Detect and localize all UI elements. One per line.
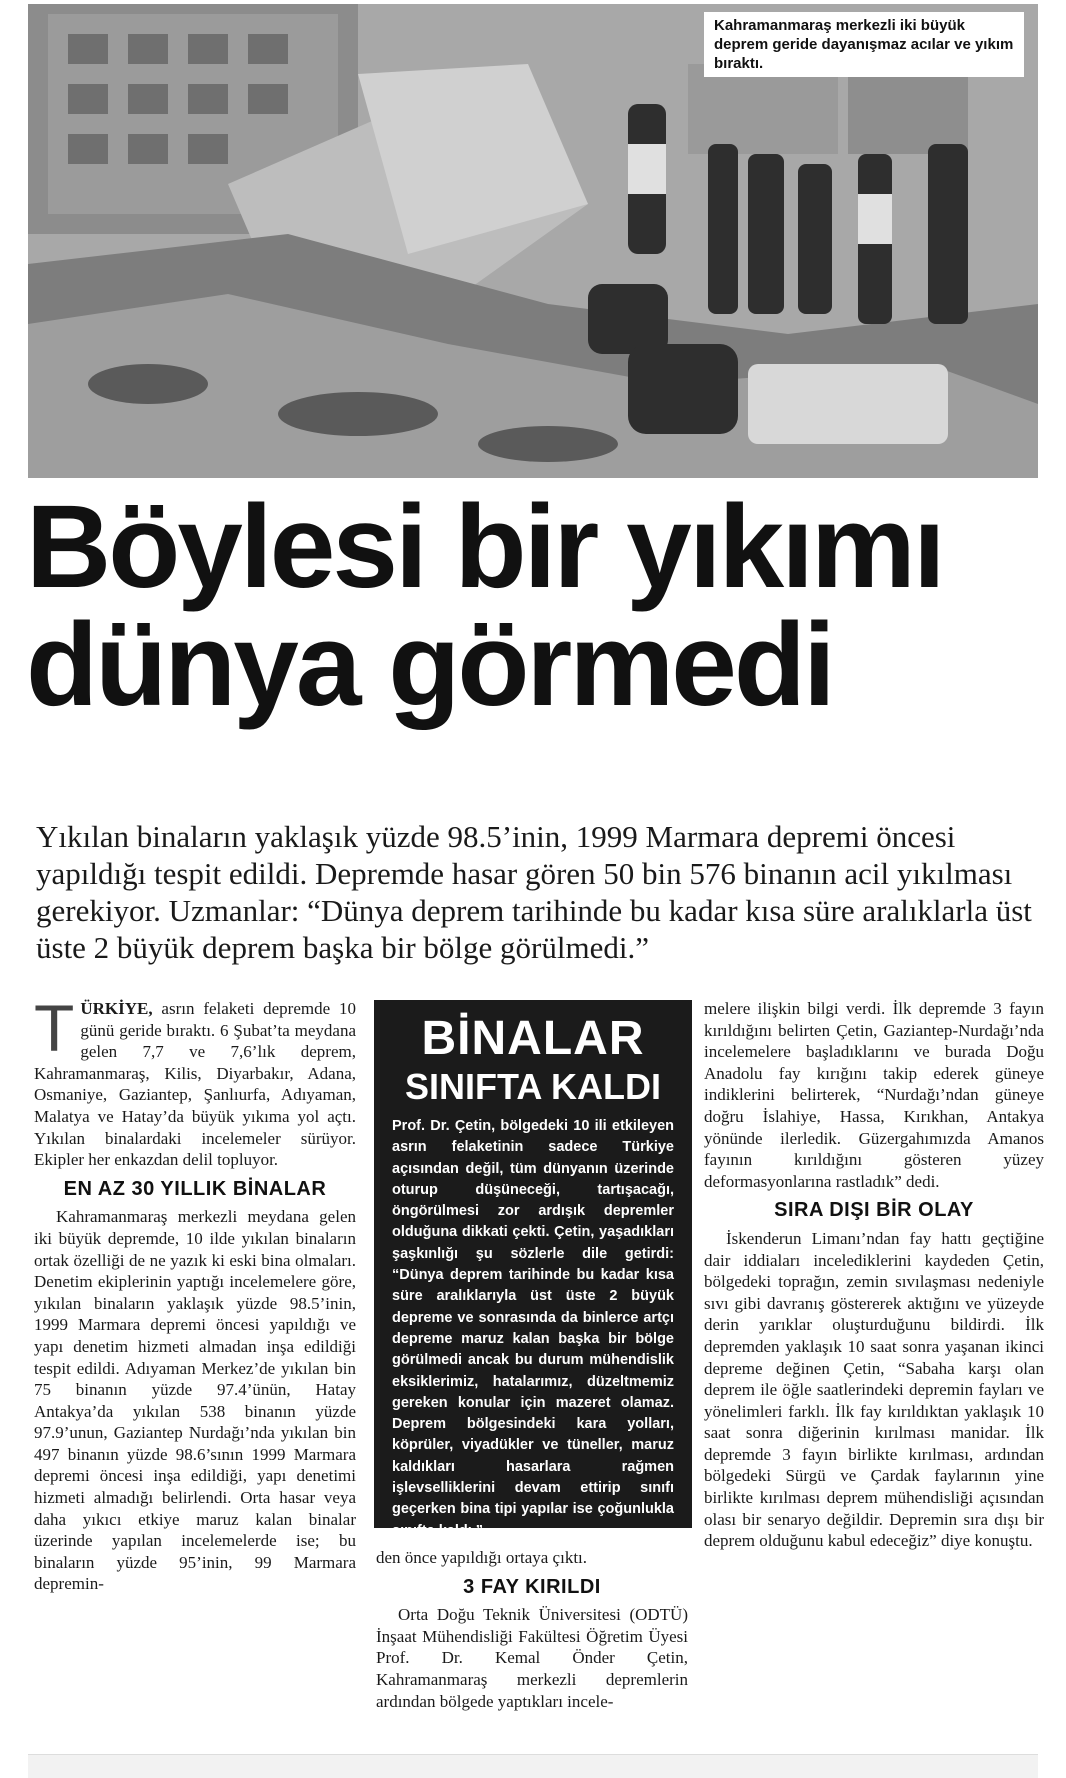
subhead-binalar: EN AZ 30 YILLIK BİNALAR [63, 1177, 327, 1200]
subhead-sira-disi: SIRA DIŞI BİR OLAY [774, 1199, 974, 1222]
column2-body: Orta Doğu Teknik Üniversitesi (ODTÜ) İnşaat Mühendisliği Fakültesi Öğretim Üyesi Prof. Dr. Kemal Önder Çetin, Kahramanmaraş merkezli depremlerin ardından bölgede yaptıkları incele- [376, 1605, 688, 1711]
column2-continuation: den önce yapıldığı ortaya çıktı. [376, 1548, 588, 1567]
headline [26, 481, 1046, 731]
article-column-3 [704, 998, 1044, 1552]
page-bottom-strip [28, 1754, 1038, 1778]
column1-body: Kahramanmaraş merkezli meydana gelen iki büyük depremde, 10 ilde yıkılan binaların ortak özelliği de ne yazık ki eski bina olmaları. Denetim ekiplerinin yaptığı incelemelere göre, yıkılan binaların yaklaşık yüzde 98.5’inin, 1999 Marmara depremi öncesi yapıldığı ve yapı denetim hizmeti almadan inşa edildiği tespit edildi. Adıyaman Merkez’de yıkılan bin 75 binanın yüzde 97.4’ünün, Hatay Antakya’da yıkılan 538 binanın yüzde 97.9’unun, Gaziantep Nurdağı’nda yıkılan bin 497 binanın yüzde 98.6’sının 1999 Marmara depremi öncesi inşa edildiği, yapı denetimi hizmeti almadığı belirlendi. Orta hasar veya daha yıkıcı etkiye maruz kalan binalar üzerinde yapılan incelemelerde ise; bu binaların yüzde 95’inin, 99 Marmara depremin- [34, 1207, 356, 1594]
lead-text: asrın felaketi depremde 10 günü geride bıraktı. 6 Şubat’ta meydana gelen 7,7 ve 7,6’lık deprem, Kahramanmaraş, Kilis, Diyarbakır, Adana, Osmaniye, Gaziantep, Şanlıurfa, Adıyaman, Malatya ve Hatay’da büyük yıkıma yol açtı. Yıkılan binalardaki incelemeler sürüyor. Ekipler her enkazdan delil topluyor. [34, 999, 356, 1170]
column3-continuation: melere ilişkin bilgi verdi. İlk depremde 3 fayın kırıldığını belirten Çetin, Gaziantep-Nurdağı’nda incelemelere başladıklarını ve burada Doğu Anadolu fay kırığını takip ederek güneye indiklerini belirterek, “Nurdağı’ndan güneye doğru İslahiye, Hassa, Kırıkhan, Antakya yönünde ilerledik. Güzergahımızda Amanos fayının kırıldığını gösteren yüzey deformasyonlarına rastladık” dedi. [704, 999, 1044, 1191]
article-deck: Yıkılan binaların yaklaşık yüzde 98.5’inin, 1999 Marmara depremi öncesi yapıldığı tespit edildi. Depremde hasar gören 50 bin 576 binanın acil yıkılması gerekiyor. Uzmanlar: “Dünya deprem tarihinde bu kadar kısa süre aralıklarla üst üste 2 büyük deprem başka bir bölge görülmedi.” [36, 819, 1032, 965]
sidebar-box [374, 1000, 692, 1539]
lead-bold: ÜRKİYE, [80, 999, 153, 1018]
news-photo [28, 4, 1038, 478]
headline-line-1: Böylesi bir yıkımı [26, 481, 943, 613]
photo-caption: Kahramanmaraş merkezli iki büyük deprem geride dayanışmaz acılar ve yıkım bıraktı. [704, 12, 1024, 77]
lead-paragraph [34, 991, 356, 1171]
box-text: Prof. Dr. Çetin, bölgedeki 10 ili etkileyen asrın felaketinin sadece Türkiye açısından değil, tüm dünyanın üzerinde oturup düşüneceği, tartışacağı, öngörülmesi zor ardışık depremler olduğuna dikkati çekti. Çetin, yaşadıkları şaşkınlığı şu sözlerle dile getirdi: “Dünya deprem tarihinde bu kadar kısa süre aralıklarıyla üst üste 2 büyük depreme ve sonrasında da binlerce artçı depreme maruz kalan başka bir bölge görülmedi ancak bu durum mühendislik eksiklerimiz, hatalarımız, düzeltmemiz gereken konular için mazeret olamaz. Deprem bölgesindeki kara yolları, köprüler, viyadükler ve tüneller, maruz kaldıkları hasarlara rağmen işlevselliklerini devam ettirip sınıfı geçerken bina tipi yapılar ise çoğunlukla sınıfta kaldı.” [392, 1118, 674, 1539]
column3-body: İskenderun Limanı’ndan fay hattı geçtiğine dair iddiaları incelediklerini kaydeden Çetin, bölgedeki toprağın, zemin sıvılaşması nedeniyle sıvı gibi davranış göstererek aktığını ve yüzeyde derin yarıklar oluşturduğunu bildirdi. İlk depremden yaklaşık 10 saat sonra yaşanan ikinci depreme değinen Çetin, “Sabaha karşı olan deprem ile öğle saatlerindeki depremin fayları ve yönelimleri farklı. İlk fay kırıldıktan yaklaşık 10 saat sonra diğerinin kırılması manidar. İlk depremde 3 fayın birlikte kırılması, ardından bölgedeki Sürgü ve Çardak faylarının yine birlikte kırılması deprem mühendisliği açısından olası bir senaryo değildir. Depremin sıra dışı bir deprem olduğunu kabul edeceğiz” diye konuştu. [704, 1228, 1044, 1551]
drop-cap: T [34, 991, 75, 1065]
subhead-3-fay: 3 FAY KIRILDI [463, 1575, 601, 1598]
box-title-line-1: BİNALAR [421, 1012, 645, 1065]
article-column-1 [34, 991, 356, 1595]
article-column-2 [376, 1547, 688, 1712]
headline-line-2: dünya görmedi [26, 599, 833, 731]
box-title-line-2: SINIFTA KALDI [405, 1066, 661, 1107]
